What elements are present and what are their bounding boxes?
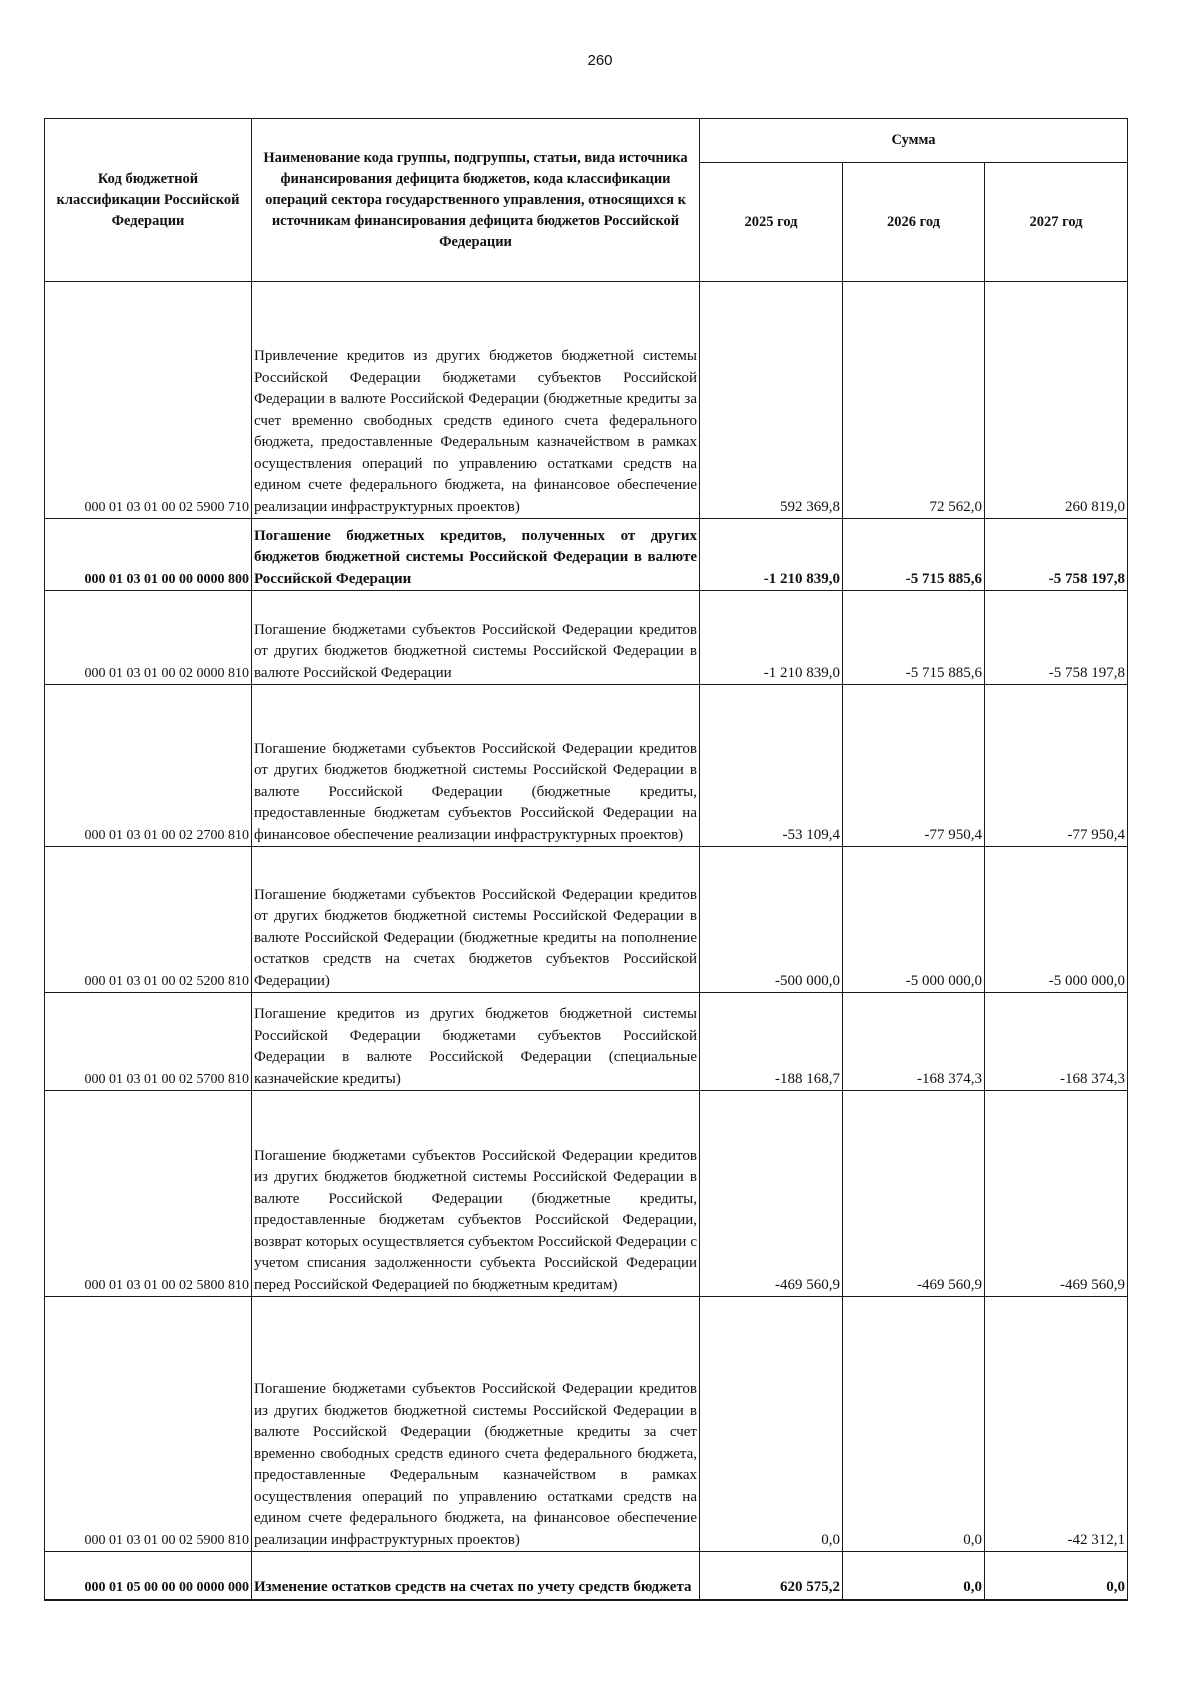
year-2025-header: 2025 год	[700, 163, 843, 282]
year-2027-header: 2027 год	[985, 163, 1128, 282]
row-value-2026: -168 374,3	[843, 993, 985, 1091]
row-value-2025: 592 369,8	[700, 282, 843, 519]
row-value-2025: -53 109,4	[700, 685, 843, 847]
row-name: Погашение бюджетами субъектов Российской Федерации кредитов от других бюджетов бюджетной системы Российской Федерации в валюте Российской Федерации (бюджетные кредиты, предоставленные бюджетам субъектов Российской Федерации на финансовое обеспечение реализации инфраструктурных проектов)	[252, 685, 700, 847]
row-name: Погашение бюджетами субъектов Российской Федерации кредитов из других бюджетов бюджетной системы Российской Федерации в валюте Российской Федерации (бюджетные кредиты, предоставленные бюджетам субъектов Российской Федерации, возврат которых осуществляется субъектом Российской Федерации с учетом списания задолженности субъекта Российской Федерации перед Российской Федерацией по бюджетным кредитам)	[252, 1091, 700, 1297]
row-value-2027: -5 000 000,0	[985, 847, 1128, 993]
row-code: 000 01 03 01 00 00 0000 800	[45, 519, 252, 591]
row-value-2026: 72 562,0	[843, 282, 985, 519]
row-value-2027: 0,0	[985, 1552, 1128, 1600]
table-row	[45, 993, 1128, 1091]
table-row	[45, 1297, 1128, 1552]
row-code: 000 01 03 01 00 02 0000 810	[45, 591, 252, 685]
row-value-2027: 260 819,0	[985, 282, 1128, 519]
row-value-2026: 0,0	[843, 1297, 985, 1552]
row-name: Погашение бюджетами субъектов Российской Федерации кредитов от других бюджетов бюджетной системы Российской Федерации в валюте Российской Федерации	[252, 591, 700, 685]
name-column-header: Наименование кода группы, подгруппы, статьи, вида источника финансирования дефицита бюджетов, кода классификации операций сектора государственного управления, относящихся к источникам финансирования дефицита бюджетов Российской Федерации	[252, 119, 700, 282]
row-value-2027: -168 374,3	[985, 993, 1128, 1091]
row-value-2026: -5 715 885,6	[843, 519, 985, 591]
table-row	[45, 519, 1128, 591]
row-code: 000 01 03 01 00 02 5900 710	[45, 282, 252, 519]
table-row	[45, 847, 1128, 993]
row-value-2027: -5 758 197,8	[985, 591, 1128, 685]
row-value-2025: 620 575,2	[700, 1552, 843, 1600]
row-name: Погашение бюджетами субъектов Российской Федерации кредитов из других бюджетов бюджетной системы Российской Федерации в валюте Российской Федерации (бюджетные кредиты за счет временно свободных средств единого счета федерального бюджета, предоставленные Федеральным казначейством в рамках осуществления операций по управлению остатками средств на едином счете федерального бюджета, на финансовое обеспечение реализации инфраструктурных проектов)	[252, 1297, 700, 1552]
row-value-2027: -469 560,9	[985, 1091, 1128, 1297]
row-value-2025: -500 000,0	[700, 847, 843, 993]
row-name: Привлечение кредитов из других бюджетов бюджетной системы Российской Федерации бюджетами субъектов Российской Федерации в валюте Российской Федерации (бюджетные кредиты за счет временно свободных средств единого счета федерального бюджета, предоставленные Федеральным казначейством в рамках осуществления операций по управлению остатками средств на едином счете федерального бюджета, на финансовое обеспечение реализации инфраструктурных проектов)	[252, 282, 700, 519]
row-name: Погашение бюджетных кредитов, полученных от других бюджетов бюджетной системы Российской Федерации в валюте Российской Федерации	[252, 519, 700, 591]
row-value-2026: -5 715 885,6	[843, 591, 985, 685]
row-name: Погашение бюджетами субъектов Российской Федерации кредитов от других бюджетов бюджетной системы Российской Федерации в валюте Российской Федерации (бюджетные кредиты на пополнение остатков средств на счетах бюджетов субъектов Российской Федерации)	[252, 847, 700, 993]
table-row	[45, 282, 1128, 519]
row-code: 000 01 03 01 00 02 5900 810	[45, 1297, 252, 1552]
row-code: 000 01 03 01 00 02 5200 810	[45, 847, 252, 993]
row-value-2026: -77 950,4	[843, 685, 985, 847]
row-value-2025: -188 168,7	[700, 993, 843, 1091]
row-code: 000 01 03 01 00 02 5800 810	[45, 1091, 252, 1297]
row-code: 000 01 05 00 00 00 0000 000	[45, 1552, 252, 1600]
table-row	[45, 591, 1128, 685]
row-value-2025: -1 210 839,0	[700, 591, 843, 685]
row-value-2025: -1 210 839,0	[700, 519, 843, 591]
row-value-2025: 0,0	[700, 1297, 843, 1552]
row-value-2026: -469 560,9	[843, 1091, 985, 1297]
table-row	[45, 1091, 1128, 1297]
row-value-2027: -5 758 197,8	[985, 519, 1128, 591]
code-column-header: Код бюджетной классификации Российской Федерации	[45, 119, 252, 282]
year-2026-header: 2026 год	[843, 163, 985, 282]
table-row	[45, 685, 1128, 847]
row-value-2027: -42 312,1	[985, 1297, 1128, 1552]
row-value-2027: -77 950,4	[985, 685, 1128, 847]
row-code: 000 01 03 01 00 02 5700 810	[45, 993, 252, 1091]
page-number: 260	[587, 52, 613, 69]
budget-sources-table	[44, 118, 1128, 1601]
row-value-2025: -469 560,9	[700, 1091, 843, 1297]
row-name: Погашение кредитов из других бюджетов бюджетной системы Российской Федерации бюджетами субъектов Российской Федерации в валюте Российской Федерации (специальные казначейские кредиты)	[252, 993, 700, 1091]
row-code: 000 01 03 01 00 02 2700 810	[45, 685, 252, 847]
sum-column-header: Сумма	[700, 119, 1128, 163]
row-value-2026: 0,0	[843, 1552, 985, 1600]
row-name: Изменение остатков средств на счетах по учету средств бюджета	[252, 1552, 700, 1600]
row-value-2026: -5 000 000,0	[843, 847, 985, 993]
table-row	[45, 1552, 1128, 1600]
